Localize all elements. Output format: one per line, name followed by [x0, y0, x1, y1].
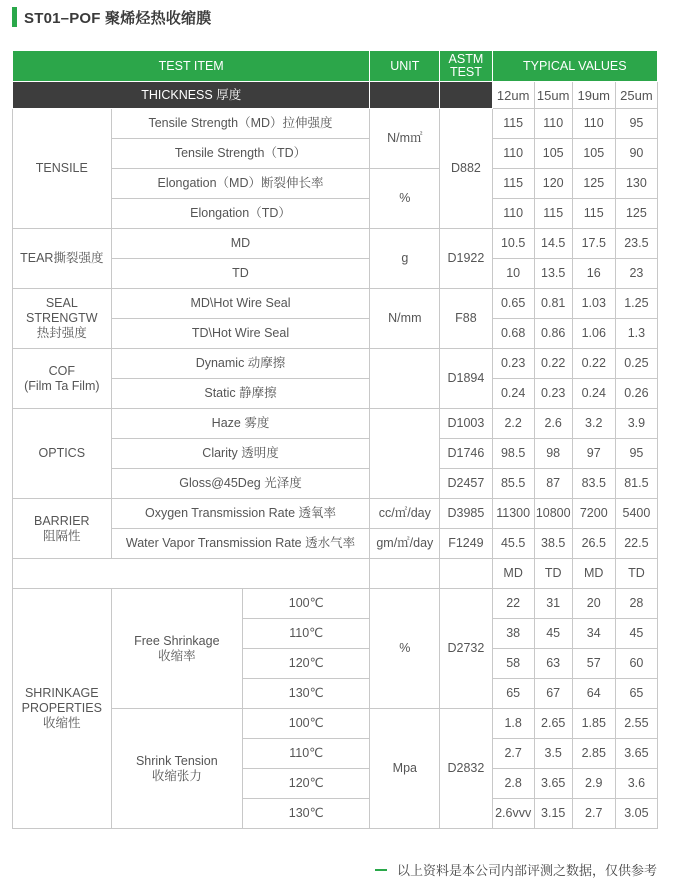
value-cell: 0.22: [534, 349, 572, 379]
astm-cell: D1746: [440, 439, 492, 469]
value-cell: 34: [572, 619, 615, 649]
unit-cell: cc/㎡/day: [370, 499, 440, 529]
value-cell: 110: [534, 109, 572, 139]
page-title: ST01–POF 聚烯烃热收缩膜: [24, 9, 212, 27]
temperature-cell: 110℃: [243, 739, 370, 769]
value-cell: 95: [615, 439, 657, 469]
header-astm: [440, 51, 492, 82]
value-cell: 0.26: [615, 379, 657, 409]
test-item: Clarity 透明度: [111, 439, 370, 469]
table-row: [13, 349, 658, 379]
thickness-astm-cell: [440, 82, 492, 109]
value-cell: 28: [615, 589, 657, 619]
value-cell: 2.8: [492, 769, 534, 799]
value-cell: 0.86: [534, 319, 572, 349]
value-cell: 2.55: [615, 709, 657, 739]
astm-cell: D882: [440, 109, 492, 229]
value-cell: 2.7: [572, 799, 615, 829]
value-cell: 105: [534, 139, 572, 169]
value-cell: 1.85: [572, 709, 615, 739]
value-cell: 81.5: [615, 469, 657, 499]
value-cell: 45: [615, 619, 657, 649]
test-item: TD: [111, 259, 370, 289]
spec-table: [12, 50, 658, 829]
value-cell: 45.5: [492, 529, 534, 559]
value-cell: 105: [572, 139, 615, 169]
value-cell: 2.9: [572, 769, 615, 799]
value-cell: 65: [615, 679, 657, 709]
table-row: [13, 229, 658, 259]
table-row: [13, 589, 658, 619]
group-shrinkage-line2: PROPERTIES: [21, 701, 102, 715]
astm-cell: F88: [440, 289, 492, 349]
value-cell: 13.5: [534, 259, 572, 289]
astm-cell: D2732: [440, 589, 492, 709]
value-cell: 3.2: [572, 409, 615, 439]
value-cell: 115: [492, 109, 534, 139]
group-optics: OPTICS: [13, 409, 112, 499]
group-tear: TEAR撕裂强度: [13, 229, 112, 289]
astm-cell: D1922: [440, 229, 492, 289]
value-cell: 63: [534, 649, 572, 679]
group-barrier: [13, 499, 112, 559]
value-cell: 115: [572, 199, 615, 229]
thickness-value: 15um: [534, 82, 572, 109]
thickness-label: THICKNESS 厚度: [13, 82, 370, 109]
value-cell: 87: [534, 469, 572, 499]
group-cof-line1: COF: [48, 363, 75, 378]
value-cell: 1.25: [615, 289, 657, 319]
test-item: Haze 雾度: [111, 409, 370, 439]
test-item: Elongation（TD）: [111, 199, 370, 229]
value-cell: 11300: [492, 499, 534, 529]
header-typical-values: TYPICAL VALUES: [492, 51, 657, 82]
value-cell: 17.5: [572, 229, 615, 259]
value-cell: 83.5: [572, 469, 615, 499]
test-item: Dynamic 动摩擦: [111, 349, 370, 379]
empty-cell: [370, 559, 440, 589]
value-cell: 3.6: [615, 769, 657, 799]
empty-cell: [13, 559, 370, 589]
group-shrinkage-line1: SHRINKAGE: [24, 686, 99, 700]
value-cell: 64: [572, 679, 615, 709]
temperature-cell: 100℃: [243, 709, 370, 739]
direction-label: TD: [534, 559, 572, 589]
unit-cell: %: [370, 169, 440, 229]
value-cell: 1.3: [615, 319, 657, 349]
free-shrinkage-line2: 收缩率: [158, 648, 196, 663]
value-cell: 125: [615, 199, 657, 229]
test-item: Static 静摩擦: [111, 379, 370, 409]
group-barrier-line1: BARRIER: [34, 513, 90, 528]
free-shrinkage-line1: Free Shrinkage: [134, 633, 220, 648]
unit-cell: gm/㎡/day: [370, 529, 440, 559]
footer-dash: [375, 869, 387, 871]
test-item: Tensile Strength（MD）拉伸强度: [111, 109, 370, 139]
value-cell: 45: [534, 619, 572, 649]
value-cell: 3.65: [534, 769, 572, 799]
value-cell: 3.05: [615, 799, 657, 829]
test-item: MD: [111, 229, 370, 259]
shrink-tension-line1: Shrink Tension: [135, 753, 218, 768]
header-row: [13, 51, 658, 82]
value-cell: 0.65: [492, 289, 534, 319]
test-item: MD\Hot Wire Seal: [111, 289, 370, 319]
value-cell: 90: [615, 139, 657, 169]
value-cell: 0.24: [572, 379, 615, 409]
value-cell: 57: [572, 649, 615, 679]
temperature-cell: 110℃: [243, 619, 370, 649]
temperature-cell: 130℃: [243, 799, 370, 829]
test-item: Tensile Strength（TD）: [111, 139, 370, 169]
value-cell: 2.2: [492, 409, 534, 439]
value-cell: 3.15: [534, 799, 572, 829]
value-cell: 130: [615, 169, 657, 199]
value-cell: 0.24: [492, 379, 534, 409]
value-cell: 10: [492, 259, 534, 289]
group-seal: [13, 289, 112, 349]
group-shrinkage-line3: 收缩性: [43, 716, 81, 730]
unit-cell: %: [370, 589, 440, 709]
value-cell: 7200: [572, 499, 615, 529]
value-cell: 95: [615, 109, 657, 139]
value-cell: 125: [572, 169, 615, 199]
temperature-cell: 100℃: [243, 589, 370, 619]
value-cell: 0.23: [534, 379, 572, 409]
footer-text: 以上资料是本公司内部评测之数据，仅供参考: [396, 863, 657, 878]
group-seal-line1: SEAL: [45, 296, 78, 310]
value-cell: 2.6: [534, 409, 572, 439]
shrink-tension-label: [111, 709, 242, 829]
group-cof: [13, 349, 112, 409]
value-cell: 0.81: [534, 289, 572, 319]
direction-label: MD: [492, 559, 534, 589]
value-cell: 0.68: [492, 319, 534, 349]
value-cell: 38.5: [534, 529, 572, 559]
value-cell: 0.25: [615, 349, 657, 379]
value-cell: 110: [492, 139, 534, 169]
value-cell: 110: [572, 109, 615, 139]
astm-cell: F1249: [440, 529, 492, 559]
value-cell: 38: [492, 619, 534, 649]
group-tensile: TENSILE: [13, 109, 112, 229]
unit-cell: Mpa: [370, 709, 440, 829]
table-row: [13, 409, 658, 439]
value-cell: 31: [534, 589, 572, 619]
astm-cell: D1894: [440, 349, 492, 409]
group-barrier-line2: 阻隔性: [43, 528, 81, 543]
value-cell: 2.6vvv: [492, 799, 534, 829]
title-accent-mark: [12, 7, 17, 27]
value-cell: 2.85: [572, 739, 615, 769]
test-item: Gloss@45Deg 光泽度: [111, 469, 370, 499]
value-cell: 110: [492, 199, 534, 229]
astm-cell: D2457: [440, 469, 492, 499]
test-item: TD\Hot Wire Seal: [111, 319, 370, 349]
value-cell: 20: [572, 589, 615, 619]
value-cell: 10800: [534, 499, 572, 529]
direction-label: MD: [572, 559, 615, 589]
value-cell: 98: [534, 439, 572, 469]
unit-cell: N/mm: [370, 289, 440, 349]
group-shrinkage: [13, 589, 112, 829]
astm-cell: D3985: [440, 499, 492, 529]
value-cell: 23.5: [615, 229, 657, 259]
unit-cell: [370, 409, 440, 499]
direction-label: TD: [615, 559, 657, 589]
value-cell: 1.06: [572, 319, 615, 349]
temperature-cell: 120℃: [243, 649, 370, 679]
value-cell: 22.5: [615, 529, 657, 559]
value-cell: 65: [492, 679, 534, 709]
table-row: [13, 499, 658, 529]
thickness-unit-cell: [370, 82, 440, 109]
direction-row: [13, 559, 658, 589]
group-cof-line2: (Film Ta Film): [24, 378, 100, 393]
group-seal-line3: 热封强度: [36, 326, 87, 340]
header-astm-line1: ASTM: [448, 52, 484, 66]
value-cell: 1.03: [572, 289, 615, 319]
table-row: [13, 109, 658, 139]
value-cell: 67: [534, 679, 572, 709]
value-cell: 120: [534, 169, 572, 199]
free-shrinkage-label: [111, 589, 242, 709]
value-cell: 3.9: [615, 409, 657, 439]
value-cell: 85.5: [492, 469, 534, 499]
table-row: [13, 289, 658, 319]
value-cell: 58: [492, 649, 534, 679]
test-item: Oxygen Transmission Rate 透氧率: [111, 499, 370, 529]
value-cell: 98.5: [492, 439, 534, 469]
thickness-value: 12um: [492, 82, 534, 109]
value-cell: 3.65: [615, 739, 657, 769]
unit-cell: [370, 349, 440, 409]
footer-note: [375, 860, 657, 879]
value-cell: 2.7: [492, 739, 534, 769]
value-cell: 0.23: [492, 349, 534, 379]
value-cell: 10.5: [492, 229, 534, 259]
astm-cell: D2832: [440, 709, 492, 829]
test-item: Water Vapor Transmission Rate 透水气率: [111, 529, 370, 559]
value-cell: 14.5: [534, 229, 572, 259]
header-test-item: TEST ITEM: [13, 51, 370, 82]
value-cell: 22: [492, 589, 534, 619]
group-seal-line2: STRENGTW: [26, 311, 98, 325]
value-cell: 1.8: [492, 709, 534, 739]
astm-cell: D1003: [440, 409, 492, 439]
temperature-cell: 120℃: [243, 769, 370, 799]
value-cell: 23: [615, 259, 657, 289]
header-astm-line2: TEST: [449, 65, 482, 79]
unit-cell: N/m㎡: [370, 109, 440, 169]
value-cell: 3.5: [534, 739, 572, 769]
shrink-tension-line2: 收缩张力: [151, 768, 202, 783]
value-cell: 115: [534, 199, 572, 229]
thickness-row: [13, 82, 658, 109]
value-cell: 16: [572, 259, 615, 289]
value-cell: 115: [492, 169, 534, 199]
thickness-value: 19um: [572, 82, 615, 109]
header-unit: UNIT: [370, 51, 440, 82]
value-cell: 2.65: [534, 709, 572, 739]
temperature-cell: 130℃: [243, 679, 370, 709]
test-item: Elongation（MD）断裂伸长率: [111, 169, 370, 199]
value-cell: 97: [572, 439, 615, 469]
value-cell: 5400: [615, 499, 657, 529]
unit-cell: g: [370, 229, 440, 289]
thickness-value: 25um: [615, 82, 657, 109]
empty-cell: [440, 559, 492, 589]
value-cell: 26.5: [572, 529, 615, 559]
value-cell: 0.22: [572, 349, 615, 379]
value-cell: 60: [615, 649, 657, 679]
title-bar: [12, 6, 211, 28]
